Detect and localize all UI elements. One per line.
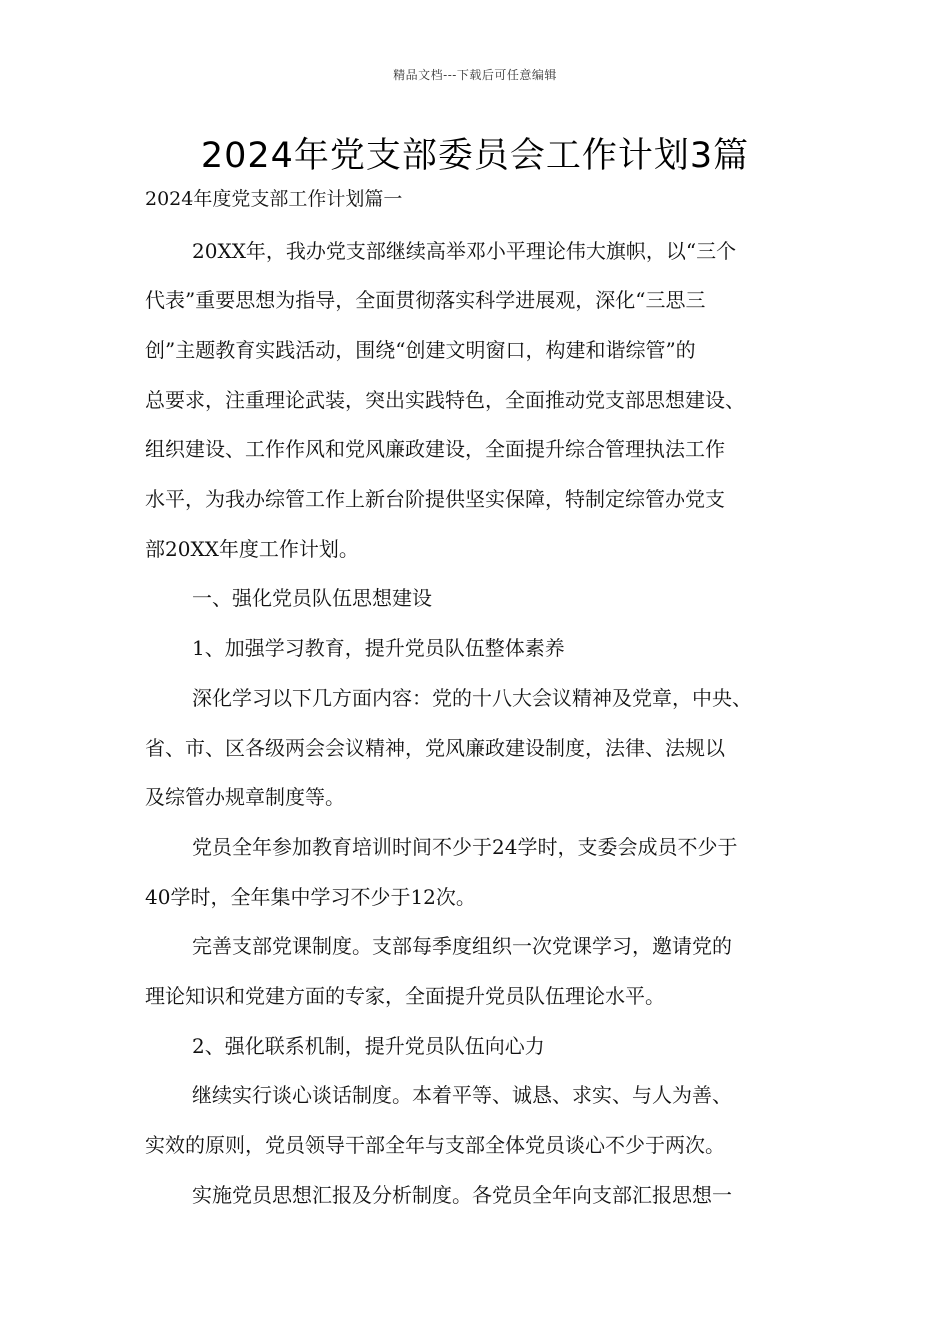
paragraph-line: 20XX年，我办党支部继续高举邓小平理论伟大旗帜，以“三个 xyxy=(192,239,737,263)
paragraph-line: 40学时，全年集中学习不少于12次。 xyxy=(145,885,476,909)
subsection-heading: 2、强化联系机制，提升党员队伍向心力 xyxy=(192,1034,545,1058)
paragraph-line: 部20XX年度工作计划。 xyxy=(145,537,359,561)
paragraph-line: 党员全年参加教育培训时间不少于24学时，支委会成员不少于 xyxy=(192,835,738,859)
paragraph-line: 及综管办规章制度等。 xyxy=(145,785,345,809)
paragraph-line: 总要求，注重理论武装，突出实践特色，全面推动党支部思想建设、 xyxy=(145,388,745,412)
document-title: 2024年党支部委员会工作计划3篇 xyxy=(200,136,750,176)
paragraph-line: 完善支部党课制度。支部每季度组织一次党课学习，邀请党的 xyxy=(192,934,732,958)
paragraph-line: 深化学习以下几方面内容：党的十八大会议精神及党章，中央、 xyxy=(192,686,752,710)
section-subtitle: 2024年度党支部工作计划篇一 xyxy=(145,188,403,210)
paragraph-line: 创”主题教育实践活动，围绕“创建文明窗口，构建和谐综管”的 xyxy=(145,338,696,362)
paragraph-line: 实效的原则，党员领导干部全年与支部全体党员谈心不少于两次。 xyxy=(145,1133,725,1157)
paragraph-line: 水平，为我办综管工作上新台阶提供坚实保障，特制定综管办党支 xyxy=(145,487,725,511)
section-heading: 一、强化党员队伍思想建设 xyxy=(192,586,432,610)
paragraph-line: 组织建设、工作作风和党风廉政建设，全面提升综合管理执法工作 xyxy=(145,437,725,461)
paragraph-line: 继续实行谈心谈话制度。本着平等、诚恳、求实、与人为善、 xyxy=(192,1083,732,1107)
paragraph-line: 理论知识和党建方面的专家，全面提升党员队伍理论水平。 xyxy=(145,984,665,1008)
subsection-heading: 1、加强学习教育，提升党员队伍整体素养 xyxy=(192,636,565,660)
paragraph-line: 省、市、区各级两会会议精神，党风廉政建设制度，法律、法规以 xyxy=(145,736,725,760)
paragraph-line: 代表”重要思想为指导，全面贯彻落实科学进展观，深化“三思三 xyxy=(145,288,706,312)
header-note: 精品文档---下载后可任意编辑 xyxy=(393,68,557,82)
paragraph-line: 实施党员思想汇报及分析制度。各党员全年向支部汇报思想一 xyxy=(192,1183,732,1207)
